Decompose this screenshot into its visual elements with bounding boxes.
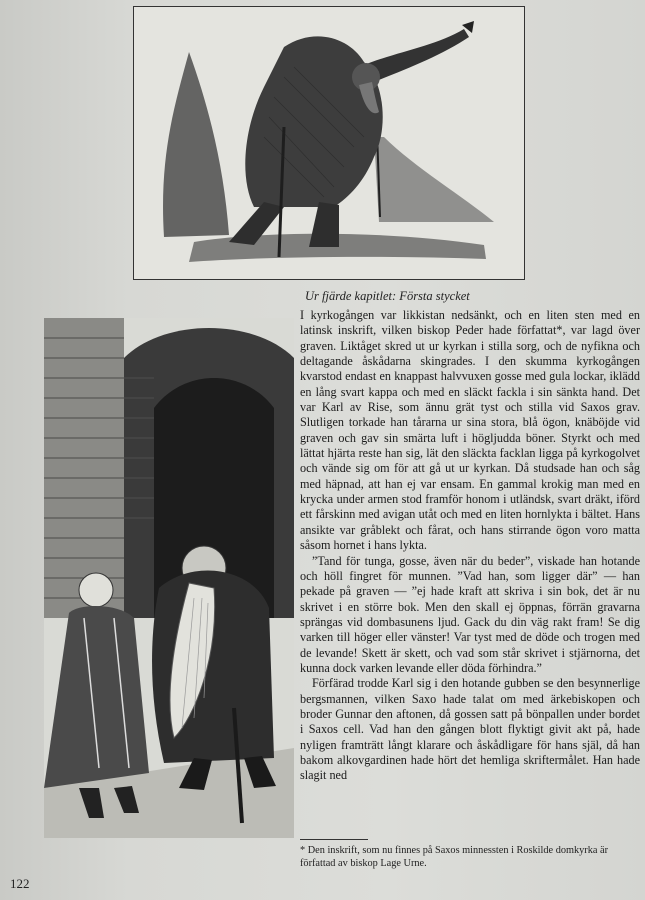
body-text-column xyxy=(300,308,640,784)
illustration-boy-and-old-man xyxy=(44,318,294,838)
paragraph-1: I kyrkogången var likkistan nedsänkt, och en liten sten med en latinsk inskrift, vilken biskop Peder hade författat*, var lagd över graven. Liktåget skred ut ur kyrkan i stilla sorg, och de nyfikna och deltagande åskådarna skingrades. I den skumma kyrkogången kvarstod endast en knappast halvvuxen gosse med gula lockar, iklädd en lång svart kappa och med en släckt fackla i sin sänkta hand. Det var Karl av Rise, som ännu grät tyst och stilla vid Saxos grav. Slutligen torkade han tårarna ur sina stora, blå ögon, knäböjde vid graven och gav sin smärta luft i högljudda böner. Styrkt och med lättat hjärta reste han sig, lät den släckta facklan ligga på kyrkogolvet och vände sig om för att gå ut ur kyrkan. Då studsade han och såg med häpnad, att han ej var ensam. En gammal krokig man med en krycka under armen stod framför honom i utländsk, svart dräkt, iförd ett fårskinn med avigan utåt och med en liten hornlykta i bältet. Hans ansikte var gråblekt och fårat, och hans stirrande ögon voro matta såsom hornet i hans lykta. xyxy=(300,308,640,553)
illustration-old-man xyxy=(133,6,525,280)
page-number: 122 xyxy=(10,876,30,891)
arch-scene-drawing xyxy=(44,318,294,838)
paragraph-2: ”Tand för tunga, gosse, även när du beder”, viskade han hotande och höll fingret för munnen. ”Vad han, som ligger där” — han pekade på graven — ”ej hade kraft att skriva i sin bok, det är nu skrivet i en större bok. Men den skall ej öppnas, förrän gravarna sprängas vid dombasunens ljud. Gack du din väg rakt fram! Se dig varken till höger eller vänster! Var tyst med de döde och trogen med de levande! Skett är skett, och vad som står skrivet i stjärnorna, det kunna dock varken levande eller döda förhindra.” xyxy=(300,553,640,675)
footnote: * Den inskrift, som nu finnes på Saxos minnessten i Roskilde domkyrka är författad av biskop Lage Urne. xyxy=(300,845,609,869)
footnote-divider xyxy=(300,839,368,840)
chapter-caption: Ur fjärde kapitlet: Första stycket xyxy=(305,289,470,303)
old-man-drawing xyxy=(134,7,524,279)
paragraph-3: Förfärad trodde Karl sig i den hotande gubben se den besynnerlige bergsmannen, vilken Saxo hade talat om med ärkebiskopen och broder Gunnar den aftonen, då gossen satt på bönpallen under bordet i Saxos cell. Vad han den gången blott flyktigt givit akt på, hade nyligen framträtt långt klarare och åskådligare för hans själ, då han bakom alkovgardinen hade hört det hemliga skriftermålet. Han hade slagit ned xyxy=(300,676,640,783)
